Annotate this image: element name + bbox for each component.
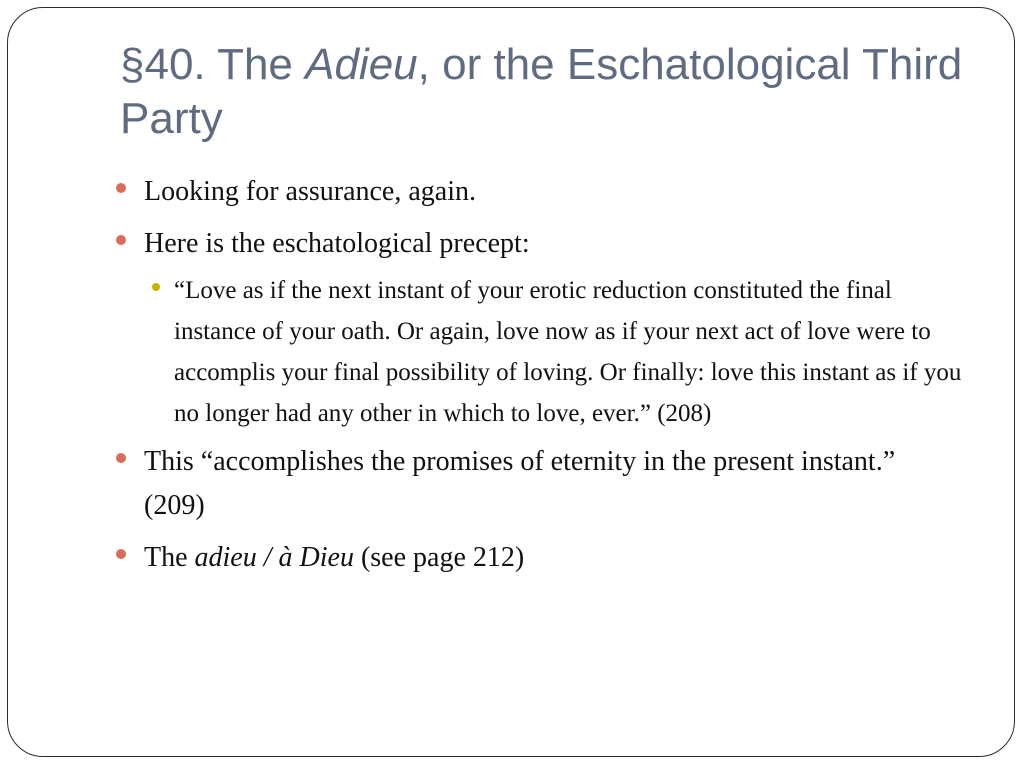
title-part2: , or the Eschatological Third Party [120,40,963,143]
bullet-text-after: (see page 212) [353,542,525,573]
bullet-item [112,440,962,528]
sub-bullet-dot-icon [152,283,160,291]
bullet-item [112,536,962,580]
quote-text: “Love as if the next instant of your erotic reduction constituted the final instance of your oath. Or again, love now as if your next act of love were to accomplis your final possibility of loving. Or finally: love this instant as if you no longer had any other in which to love, ever.” (208) [174,277,962,427]
bullet-text: Here is the eschatological precept: [144,228,530,259]
title-part1: §40. The [120,40,306,89]
slide-title [120,38,980,146]
bullet-text-italic: adieu / à Dieu [194,542,354,573]
bullet-text: Looking for assurance, again. [144,176,476,207]
sub-bullet-item [112,270,962,434]
bullet-dot-icon [116,453,126,463]
slide-content [112,170,962,588]
title-italic: Adieu [305,40,418,89]
bullet-dot-icon [116,235,126,245]
bullet-dot-icon [116,549,126,559]
bullet-item [112,170,962,214]
bullet-dot-icon [116,183,126,193]
bullet-text: This “accomplishes the promises of eternity in the present instant.” (209) [144,446,896,521]
bullet-text-before: The [144,542,195,573]
bullet-item [112,222,962,266]
